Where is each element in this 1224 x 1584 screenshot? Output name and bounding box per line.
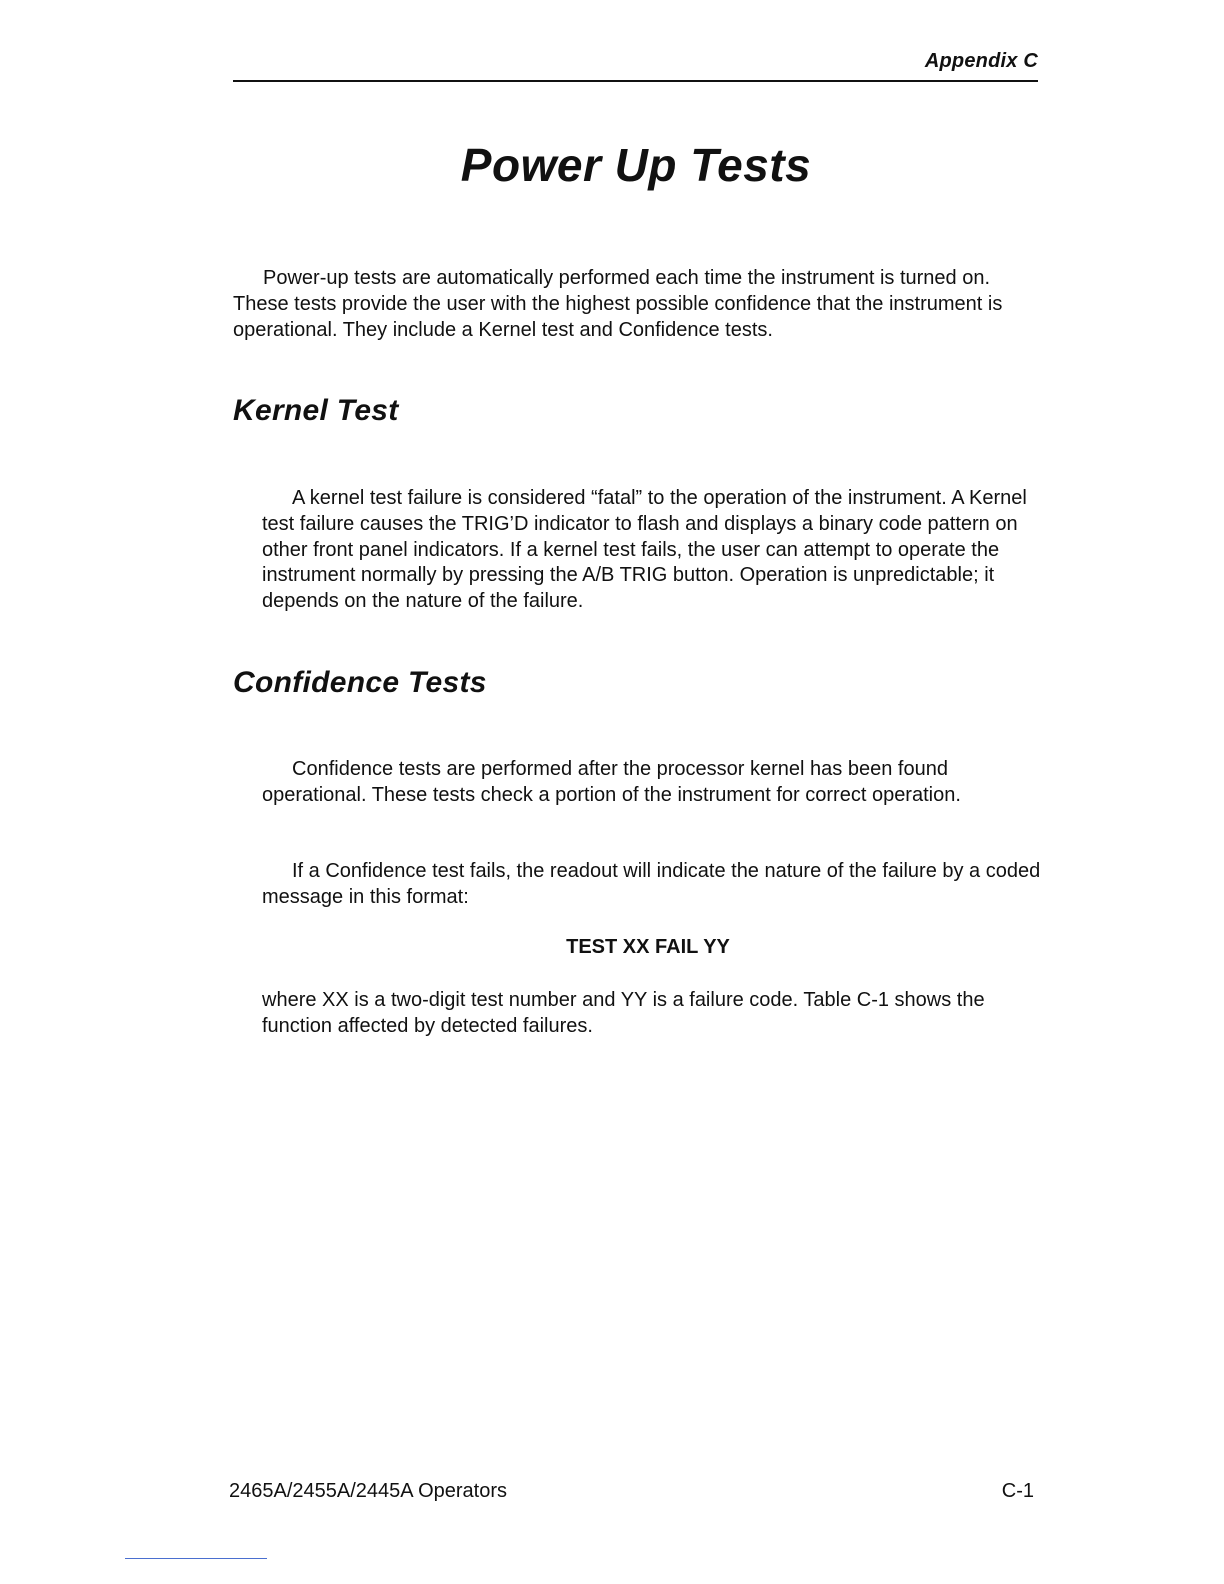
confidence-paragraph-2	[262, 859, 1042, 911]
confidence-text-1: Confidence tests are performed after the processor kernel has been found operational. These tests check a portion of the instrument for correct operation.	[262, 758, 961, 806]
intro-text: Power-up tests are automatically performed each time the instrument is turned on. These tests provide the user with the highest possible confidence that the instrument is operational. They include a Kernel test and Confidence tests.	[233, 267, 1003, 341]
confidence-tests-heading: Confidence Tests	[233, 666, 487, 699]
kernel-test-paragraph	[262, 486, 1042, 615]
fail-message-format: TEST XX FAIL YY	[566, 936, 730, 958]
confidence-text-2: If a Confidence test fails, the readout will indicate the nature of the failure by a coded message in this format:	[262, 860, 1041, 908]
intro-paragraph	[233, 266, 1033, 343]
kernel-test-heading: Kernel Test	[233, 394, 399, 427]
scan-artifact-line	[125, 1558, 267, 1559]
header-rule	[233, 80, 1038, 82]
footer-manual-name: 2465A/2455A/2445A Operators	[229, 1480, 507, 1502]
page-title: Power Up Tests	[460, 139, 812, 191]
confidence-paragraph-3: where XX is a two-digit test number and YY is a failure code. Table C-1 shows the function affected by detected failures.	[262, 989, 985, 1037]
kernel-test-text: A kernel test failure is considered “fatal” to the operation of the instrument. A Kernel test failure causes the TRIG’D indicator to flash and displays a binary code pattern on other front panel indicators. If a kernel test fails, the user can attempt to operate the instrument normally by pressing the A/B TRIG button. Operation is unpredictable; it depends on the nature of the failure.	[262, 487, 1027, 613]
confidence-paragraph-1	[262, 757, 1042, 809]
footer-page-number: C-1	[1001, 1480, 1034, 1502]
running-head: Appendix C	[924, 50, 1038, 72]
